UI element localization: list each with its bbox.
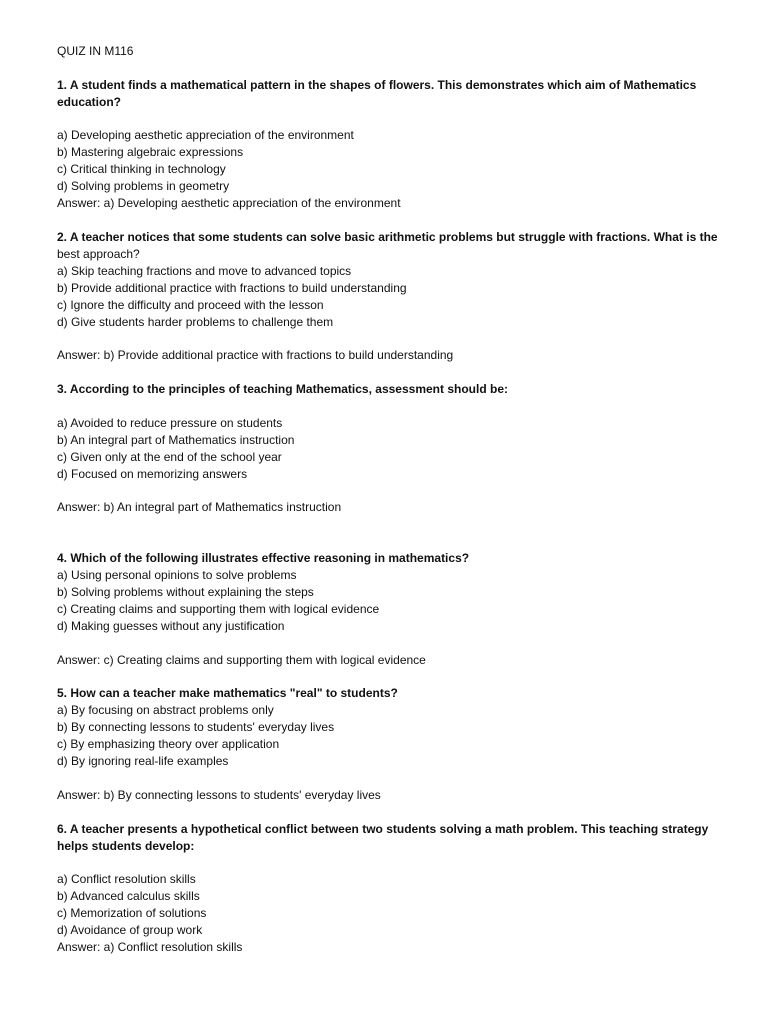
question-4-text: 4. Which of the following illustrates effective reasoning in mathematics? xyxy=(57,551,470,565)
question-4-answer: Answer: c) Creating claims and supporting them with logical evidence xyxy=(57,653,426,667)
question-3-answer: Answer: b) An integral part of Mathematics instruction xyxy=(57,500,342,514)
question-6-answer: Answer: a) Conflict resolution skills xyxy=(57,940,243,954)
question-4-option-b: b) Solving problems without explaining the steps xyxy=(57,585,314,599)
question-5-option-d: d) By ignoring real-life examples xyxy=(57,754,229,768)
question-6-option-d: d) Avoidance of group work xyxy=(57,923,203,937)
question-4-option-d: d) Making guesses without any justification xyxy=(57,619,285,633)
question-1-option-a: a) Developing aesthetic appreciation of the environment xyxy=(57,128,354,142)
question-5-option-b: b) By connecting lessons to students' everyday lives xyxy=(57,720,335,734)
question-5-text: 5. How can a teacher make mathematics "real" to students? xyxy=(57,686,398,700)
question-2-option-b: b) Provide additional practice with fractions to build understanding xyxy=(57,281,407,295)
question-1-text: 1. A student finds a mathematical pattern in the shapes of flowers. This demonstrates which aim of Mathematics education? xyxy=(57,78,697,109)
document-title: QUIZ IN M116 xyxy=(57,44,134,58)
question-3-option-c: c) Given only at the end of the school year xyxy=(57,450,282,464)
question-1-option-d: d) Solving problems in geometry xyxy=(57,179,230,193)
question-6-text: 6. A teacher presents a hypothetical conflict between two students solving a math problem. This teaching strategy helps students develop: xyxy=(57,822,709,853)
question-3-option-d: d) Focused on memorizing answers xyxy=(57,467,248,481)
question-1-answer: Answer: a) Developing aesthetic appreciation of the environment xyxy=(57,196,401,210)
question-4-option-a: a) Using personal opinions to solve problems xyxy=(57,568,297,582)
question-2-text-continued: best approach? xyxy=(57,247,140,261)
question-5-answer: Answer: b) By connecting lessons to students' everyday lives xyxy=(57,788,381,802)
question-6-option-b: b) Advanced calculus skills xyxy=(57,889,200,903)
question-1-option-b: b) Mastering algebraic expressions xyxy=(57,145,244,159)
question-2-option-a: a) Skip teaching fractions and move to advanced topics xyxy=(57,264,352,278)
question-3-option-a: a) Avoided to reduce pressure on students xyxy=(57,416,283,430)
question-6-option-a: a) Conflict resolution skills xyxy=(57,872,196,886)
question-3-option-b: b) An integral part of Mathematics instruction xyxy=(57,433,295,447)
question-2-answer: Answer: b) Provide additional practice with fractions to build understanding xyxy=(57,348,454,362)
question-3-text: 3. According to the principles of teaching Mathematics, assessment should be: xyxy=(57,382,508,396)
question-2-text: 2. A teacher notices that some students can solve basic arithmetic problems but struggle with fractions. What is the xyxy=(57,230,718,244)
question-6-option-c: c) Memorization of solutions xyxy=(57,906,207,920)
question-2-option-c: c) Ignore the difficulty and proceed with the lesson xyxy=(57,298,324,312)
question-2-option-d: d) Give students harder problems to challenge them xyxy=(57,315,334,329)
question-1-option-c: c) Critical thinking in technology xyxy=(57,162,226,176)
question-4-option-c: c) Creating claims and supporting them with logical evidence xyxy=(57,602,380,616)
question-5-option-a: a) By focusing on abstract problems only xyxy=(57,703,274,717)
question-5-option-c: c) By emphasizing theory over application xyxy=(57,737,280,751)
